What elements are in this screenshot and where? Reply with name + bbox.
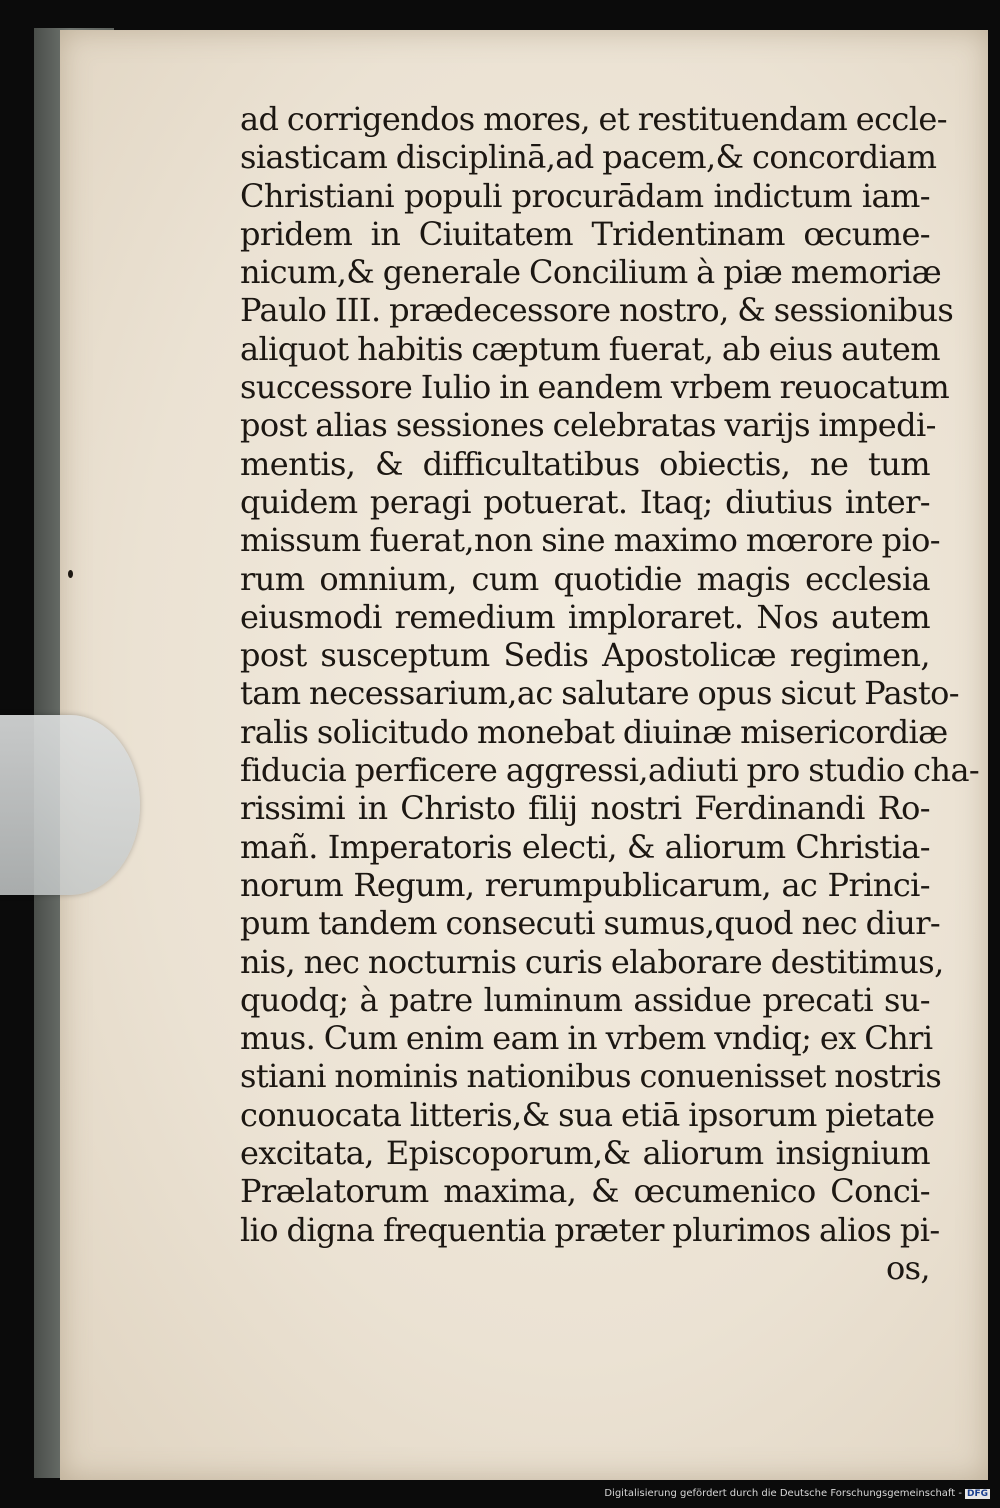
text-line: lio digna frequentia præter plurimos alios pi- xyxy=(240,1210,940,1249)
text-line: quidem peragi potuerat. Itaq; diutius inter- xyxy=(240,482,930,521)
text-line: rissimi in Christo filij nostri Ferdinandi Ro- xyxy=(240,789,930,828)
text-line: mus. Cum enim eam in vrbem vndiq; ex Chri xyxy=(240,1019,933,1058)
text-line: rum omnium, cum quotidie magis ecclesia xyxy=(240,559,930,598)
text-line: Paulo III. prædecessore nostro, & sessionibus xyxy=(240,291,954,330)
text-line: quodq; à patre luminum assidue precati su- xyxy=(240,980,930,1019)
text-line: conuocata litteris,& sua etiā ipsorum pietate xyxy=(240,1095,935,1134)
text-line: pum tandem consecuti sumus,quod nec diur- xyxy=(240,904,941,943)
catchword: os, xyxy=(885,1248,930,1287)
text-line: fiducia perficere aggressi,adiuti pro studio cha- xyxy=(240,751,980,790)
text-line: pridem in Ciuitatem Tridentinam œcume- xyxy=(240,214,930,253)
text-line: stiani nominis nationibus conuenisset nostris xyxy=(240,1057,942,1096)
text-line: ralis solicitudo monebat diuinæ misericordiæ xyxy=(240,712,948,751)
text-line: nis, nec nocturnis curis elaborare destitimus, xyxy=(240,942,944,981)
text-line: mañ. Imperatoris electi, & aliorum Christia- xyxy=(240,827,930,866)
text-line: aliquot habitis cæptum fuerat, ab eius autem xyxy=(240,329,941,368)
dfg-logo: DFG xyxy=(966,1489,988,1499)
page-clip xyxy=(0,715,140,895)
text-line: mentis, & difficultatibus obiectis, ne tum xyxy=(240,444,930,483)
text-line: nicum,& generale Concilium à piæ memoriæ xyxy=(240,253,942,292)
text-line: successore Iulio in eandem vrbem reuocatum xyxy=(240,368,950,407)
funding-footer xyxy=(0,1488,990,1499)
text-line: norum Regum, rerumpublicarum, ac Princi- xyxy=(240,865,930,904)
ink-mark xyxy=(68,570,73,578)
text-line: eiusmodi remedium imploraret. Nos autem xyxy=(240,597,930,636)
text-line: Prælatorum maxima, & œcumenico Conci- xyxy=(240,1172,930,1211)
text-line: Christiani populi procurādam indictum iam- xyxy=(240,176,930,215)
text-line: post alias sessiones celebratas varijs impedi- xyxy=(240,406,936,445)
text-line: tam necessarium,ac salutare opus sicut Pasto- xyxy=(240,674,960,713)
text-line: post susceptum Sedis Apostolicæ regimen, xyxy=(240,636,930,675)
funding-credit: Digitalisierung gefördert durch die Deutsche Forschungsgemeinschaft - xyxy=(604,1488,962,1499)
text-line: excitata, Episcoporum,& aliorum insignium xyxy=(240,1134,930,1173)
text-line: ad corrigendos mores, et restituendam eccle- xyxy=(240,100,947,138)
body-text xyxy=(240,100,980,1287)
text-line: missum fuerat,non sine maximo mœrore pio- xyxy=(240,521,941,560)
text-line: siasticam disciplinā,ad pacem,& concordiam xyxy=(240,138,937,177)
